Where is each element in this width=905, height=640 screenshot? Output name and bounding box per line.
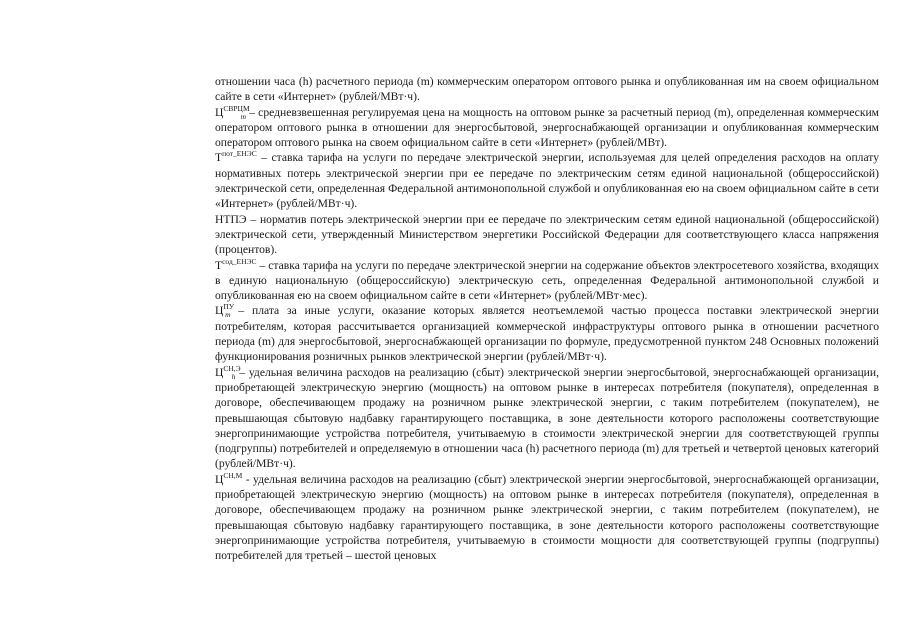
- paragraph-pu: $Ц^{ПУ}_m$ – плата за иные услуги, оказание которых является неотъемлемой частью процесса поставки электрической энергии потребителям, которая рассчитывается организацией коммерческой инфраструктуры оптового рынка в отношении расчетного периода (m) для энергосбытовой, энергоснабжающей организации по формуле, предусмотренной пунктом 248 Основных положений функционирования розничных рынков электрической энергии (рублей/МВт·ч).: [215, 302, 879, 364]
- paragraph-sn-m: $Ц^{СН,М}$ - удельная величина расходов на реализацию (сбыт) электрической энергии энергосбытовой, энергоснабжающей организации, приобретающей электрическую энергию (мощность) на оптовом рынке в интересах потребителя (покупателя), определенная в договоре, обеспечивающем продажу на розничном рынке электрической энергии, с таким потребителем (покупателем), не превышающая сбытовую надбавку гарантирующего поставщика, в зоне деятельности которого расположены соответствующие энергопринимающие устройства потребителя, учитываемую в стоимости мощности для соответствующей группы (подгруппы) потребителей для третьей – шестой ценовых: [215, 470, 879, 563]
- paragraph-tsod: $Т^{сод\_ЕНЭС}$ – ставка тарифа на услуги по передаче электрической энергии на содержание объектов электросетевого хозяйства, входящих в единую национальную (общероссийскую) электрическую сеть, определенная Федеральной антимонопольной службой и опубликованная ею на своем официальном сайте в сети «Интернет» (рублей/МВт·мес).: [215, 256, 879, 303]
- paragraph-sn-e: $Ц^{СН,Э}_h$ – удельная величина расходов на реализацию (сбыт) электрической энергии энергосбытовой, энергоснабжающей организации, приобретающей электрическую энергию (мощность) на оптовом рынке в интересах потребителя (покупателя), определенная в договоре, обеспечивающем продажу на розничном рынке электрической энергии, с таким потребителем (покупателем), не превышающая сбытовую надбавку гарантирующего поставщика, в зоне деятельности которого расположены соответствующие энергопринимающие устройства потребителя, учитываемую в стоимости электрической энергии для соответствующей группы (подгруппы) потребителей и определяемую в отношении часа (h) расчетного периода (m) для третьей и четвертой ценовых категорий (рублей/МВт·ч).: [215, 363, 879, 471]
- paragraph-svrcm: $Ц^{СВРЦМ}_m$ – средневзвешенная регулируемая цена на мощность на оптовом рынке за расчетный период (m), определенная коммерческим оператором оптового рынка в отношении для энергосбытовой, энергоснабжающей организации и опубликованная коммерческим оператором оптового рынка на своем официальном сайте в сети «Интернет» (рублей/МВт).: [215, 103, 879, 150]
- formula-symbol: $Ц^{СН,М}$: [215, 470, 243, 486]
- formula-symbol: $Ц^{СВРЦМ}_m$: [215, 103, 250, 121]
- formula-symbol: $Ц^{СН,Э}_h$: [215, 363, 241, 381]
- formula-symbol: $Т^{пот\_ЕНЭС}$: [215, 149, 257, 165]
- formula-symbol: $Ц^{ПУ}_m$: [215, 302, 235, 320]
- paragraph-continuation: отношении часа (h) расчетного периода (m) коммерческим оператором оптового рынка и опубликованная им на своем официальном сайте в сети «Интернет» (рублей/МВт·ч).: [215, 75, 879, 104]
- paragraph-ntpe: НТПЭ – норматив потерь электрической энергии при ее передаче по электрическим сетям единой национальной (общероссийской) электрической сети, утвержденный Министерством энергетики Российской Федерации для соответствующего класса напряжения (процентов).: [215, 212, 879, 257]
- paragraph-tpot: $Т^{пот\_ЕНЭС}$ – ставка тарифа на услуги по передаче электрической энергии, используемая для целей определения расходов на оплату нормативных потерь электрической энергии при ее передаче по электрическим сетям единой национальной (общероссийской) электрической сети, определенная Федеральной антимонопольной службой и опубликованная ею на своем официальном сайте в сети «Интернет» (рублей/МВт·ч).: [215, 149, 879, 211]
- formula-symbol: $Т^{сод\_ЕНЭС}$: [215, 256, 257, 272]
- document-body: [215, 74, 879, 564]
